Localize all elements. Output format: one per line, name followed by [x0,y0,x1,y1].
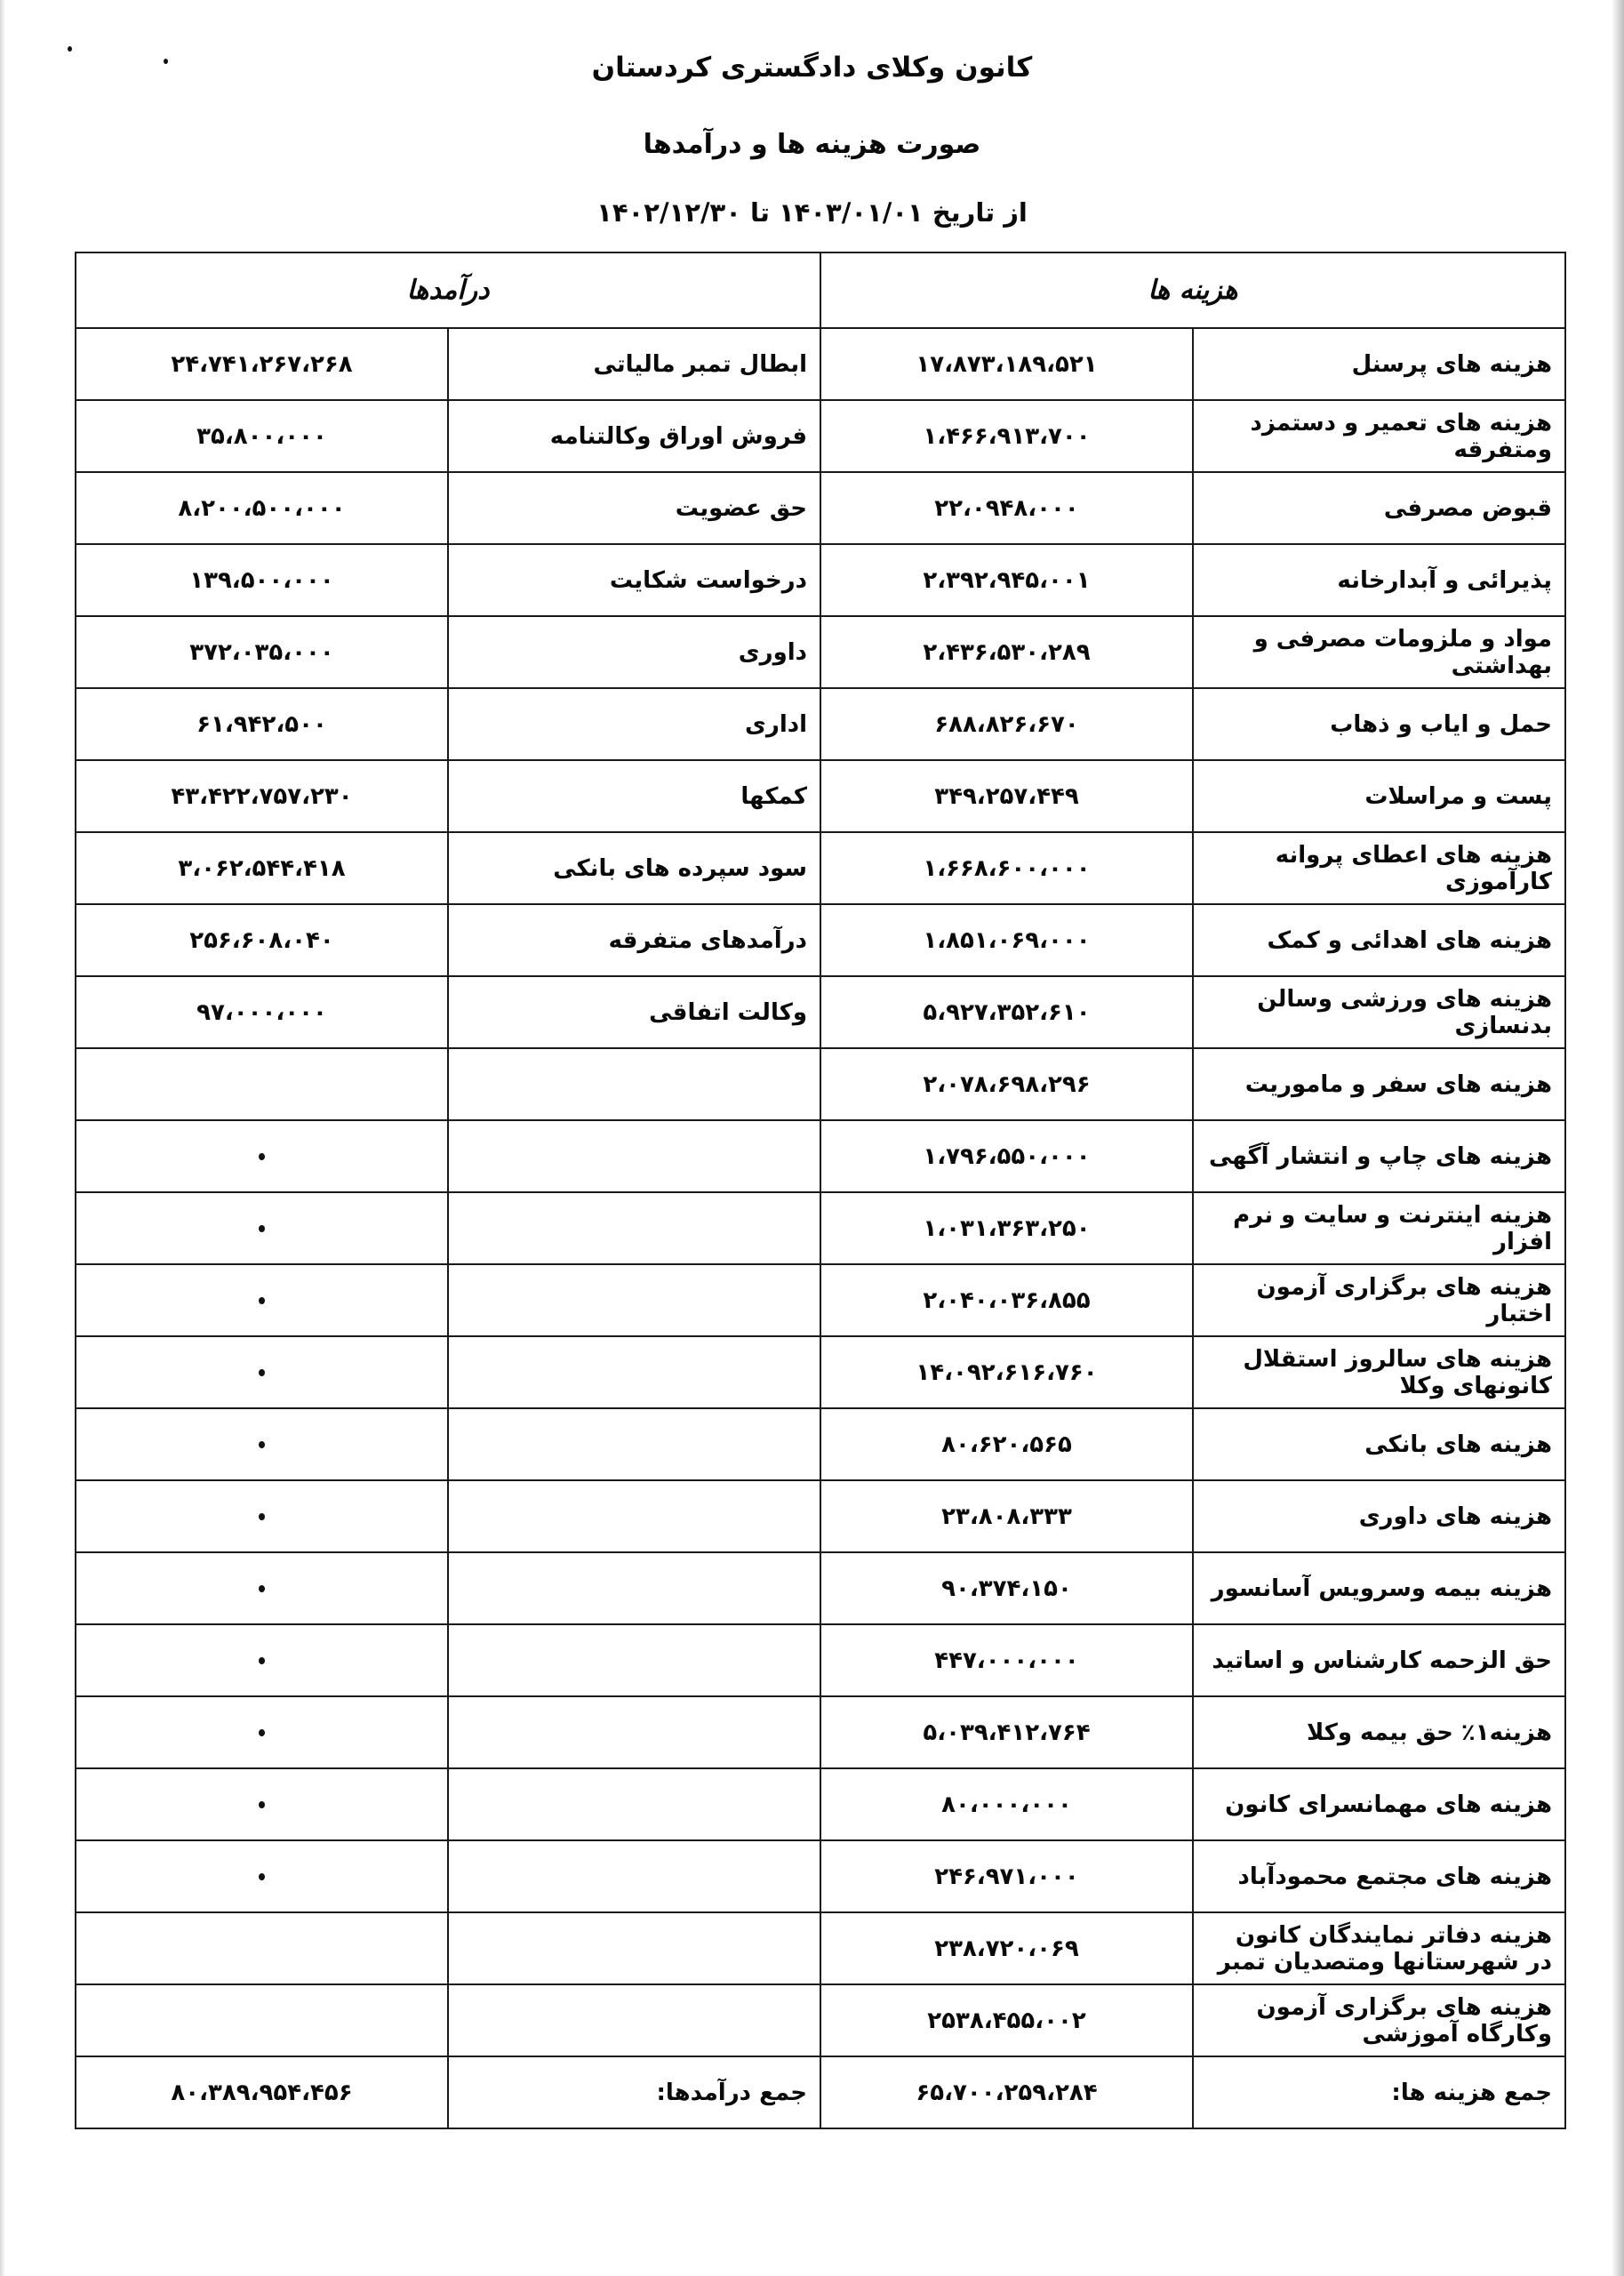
income-label: درآمدهای متفرقه [448,904,820,976]
expense-value: ۸۰،۰۰۰،۰۰۰ [820,1768,1193,1840]
statement-title: صورت هزینه ها و درآمدها [643,129,981,160]
table-row [76,688,1565,760]
income-value [76,1624,448,1696]
expense-label: مواد و ملزومات مصرفی و بهداشتی [1193,616,1565,688]
table-body [76,328,1565,2056]
income-value [76,1408,448,1480]
income-label: کمکها [448,760,820,832]
table-row [76,1840,1565,1912]
expense-label: قبوض مصرفی [1193,472,1565,544]
income-label: ابطال تمبر مالیاتی [448,328,820,400]
expense-value: ۱،۷۹۶،۵۵۰،۰۰۰ [820,1120,1193,1192]
table-row [76,1624,1565,1696]
table-row [76,1408,1565,1480]
expense-value: ۵،۰۳۹،۴۱۲،۷۶۴ [820,1696,1193,1768]
expense-value: ۲۲،۰۹۴۸،۰۰۰ [820,472,1193,544]
income-label [448,1552,820,1624]
expense-label: هزینه های سالروز استقلال کانونهای وکلا [1193,1336,1565,1408]
expense-label: هزینه های مجتمع محمودآباد [1193,1840,1565,1912]
scan-edge-left [0,0,5,2276]
income-value: ۳۵،۸۰۰،۰۰۰ [76,400,448,472]
expense-value: ۱،۶۶۸،۶۰۰،۰۰۰ [820,832,1193,904]
income-label [448,1048,820,1120]
expense-label: هزینه اینترنت و سایت و نرم افزار [1193,1192,1565,1264]
expense-label: هزینه های برگزاری آزمون اختبار [1193,1264,1565,1336]
expense-label: هزینه های مهمانسرای کانون [1193,1768,1565,1840]
zero-value-mark [259,1657,265,1664]
table-row [76,1048,1565,1120]
table-row [76,904,1565,976]
table-row [76,1984,1565,2056]
table-row [76,1264,1565,1336]
income-value [76,1552,448,1624]
expense-label: هزینه های بانکی [1193,1408,1565,1480]
income-label [448,1624,820,1696]
table-row [76,328,1565,400]
expense-value: ۸۰،۶۲۰،۵۶۵ [820,1408,1193,1480]
expense-value: ۱۷،۸۷۳،۱۸۹،۵۲۱ [820,328,1193,400]
table-row [76,1480,1565,1552]
expense-value: ۲۵۳۸،۴۵۵،۰۰۲ [820,1984,1193,2056]
expense-label: هزینه های پرسنل [1193,328,1565,400]
income-label: درخواست شکایت [448,544,820,616]
income-label [448,1912,820,1984]
income-label: فروش اوراق وکالتنامه [448,400,820,472]
table-row [76,1696,1565,1768]
expense-label: هزینه دفاتر نمایندگان کانون در شهرستانها ومتصدیان تمبر [1193,1912,1565,1984]
income-label [448,1984,820,2056]
income-value [76,1768,448,1840]
income-expense-table [75,252,1566,2129]
expense-label: هزینه های برگزاری آزمون وکارگاه آموزشی [1193,1984,1565,2056]
total-income-label: جمع درآمدها: [448,2056,820,2128]
table-row [76,1552,1565,1624]
income-label [448,1192,820,1264]
income-value [76,1912,448,1984]
table-row [76,472,1565,544]
income-value [76,1120,448,1192]
table-row [76,832,1565,904]
expense-value: ۵،۹۲۷،۳۵۲،۶۱۰ [820,976,1193,1048]
expense-label: پذیرائی و آبدارخانه [1193,544,1565,616]
expense-value: ۳۴۹،۲۵۷،۴۴۹ [820,760,1193,832]
expense-value: ۱۴،۰۹۲،۶۱۶،۷۶۰ [820,1336,1193,1408]
expense-label: هزینه های اهدائی و کمک [1193,904,1565,976]
total-expenses-value: ۶۵،۷۰۰،۲۵۹،۲۸۴ [820,2056,1193,2128]
expense-label: هزینه های اعطای پروانه کارآموزی [1193,832,1565,904]
table-row [76,1912,1565,1984]
expense-value: ۶۸۸،۸۲۶،۶۷۰ [820,688,1193,760]
income-label [448,1480,820,1552]
income-value: ۸،۲۰۰،۵۰۰،۰۰۰ [76,472,448,544]
expense-label: پست و مراسلات [1193,760,1565,832]
zero-value-mark [259,1369,265,1376]
expense-value: ۲۴۶،۹۷۱،۰۰۰ [820,1840,1193,1912]
expense-value: ۲،۴۳۶،۵۳۰،۲۸۹ [820,616,1193,688]
table-row [76,616,1565,688]
income-label: سود سپرده های بانکی [448,832,820,904]
income-label: وکالت اتفاقی [448,976,820,1048]
expense-label: حمل و ایاب و ذهاب [1193,688,1565,760]
zero-value-mark [259,1513,265,1520]
table-row [76,976,1565,1048]
scan-edge-right [1612,0,1624,2276]
statement-period: از تاریخ ۱۴۰۳/۰۱/۰۱ تا ۱۴۰۲/۱۲/۳۰ [596,197,1028,228]
income-value [76,1840,448,1912]
organization-title: کانون وکلای دادگستری کردستان [591,52,1033,84]
total-expenses-label: جمع هزینه ها: [1193,2056,1565,2128]
table-row [76,1120,1565,1192]
table-row [76,1336,1565,1408]
expense-value: ۲،۰۴۰،۰۳۶،۸۵۵ [820,1264,1193,1336]
zero-value-mark [259,1441,265,1448]
expense-value: ۱،۴۶۶،۹۱۳،۷۰۰ [820,400,1193,472]
income-value: ۱۳۹،۵۰۰،۰۰۰ [76,544,448,616]
income-label: حق عضویت [448,472,820,544]
expense-value: ۱،۰۳۱،۳۶۳،۲۵۰ [820,1192,1193,1264]
income-value [76,1696,448,1768]
income-value: ۳۷۲،۰۳۵،۰۰۰ [76,616,448,688]
income-label [448,1408,820,1480]
expense-label: هزینه های ورزشی وسالن بدنسازی [1193,976,1565,1048]
income-label [448,1840,820,1912]
income-value [76,1048,448,1120]
expense-value: ۲،۳۹۲،۹۴۵،۰۰۱ [820,544,1193,616]
zero-value-mark [259,1585,265,1592]
expenses-header: هزینه ها [820,252,1565,328]
income-value [76,1480,448,1552]
zero-value-mark [259,1225,265,1232]
totals-row [76,2056,1565,2128]
income-value: ۴۳،۴۲۲،۷۵۷،۲۳۰ [76,760,448,832]
expense-value: ۲۳،۸۰۸،۳۳۳ [820,1480,1193,1552]
zero-value-mark [259,1729,265,1736]
table-row [76,1768,1565,1840]
expense-value: ۱،۸۵۱،۰۶۹،۰۰۰ [820,904,1193,976]
income-value: ۹۷،۰۰۰،۰۰۰ [76,976,448,1048]
income-value: ۲۴،۷۴۱،۲۶۷،۲۶۸ [76,328,448,400]
zero-value-mark [259,1873,265,1880]
table-row [76,400,1565,472]
table-row [76,1192,1565,1264]
expense-value: ۴۴۷،۰۰۰،۰۰۰ [820,1624,1193,1696]
zero-value-mark [259,1297,265,1304]
expense-value: ۹۰،۳۷۴،۱۵۰ [820,1552,1193,1624]
income-header: درآمدها [76,252,820,328]
expense-label: هزینه های سفر و ماموریت [1193,1048,1565,1120]
expense-label: هزینه های چاپ و انتشار آگهی [1193,1120,1565,1192]
income-value: ۳،۰۶۲،۵۴۴،۴۱۸ [76,832,448,904]
total-income-value: ۸۰،۳۸۹،۹۵۴،۴۵۶ [76,2056,448,2128]
income-label [448,1264,820,1336]
table-header-row [76,252,1565,328]
income-label [448,1336,820,1408]
expense-label: هزینه های داوری [1193,1480,1565,1552]
income-value [76,1192,448,1264]
table-row [76,544,1565,616]
income-label: اداری [448,688,820,760]
income-label [448,1120,820,1192]
zero-value-mark [259,1153,265,1160]
expense-value: ۲،۰۷۸،۶۹۸،۲۹۶ [820,1048,1193,1120]
income-label: داوری [448,616,820,688]
expense-label: هزینه بیمه وسرویس آسانسور [1193,1552,1565,1624]
table-row [76,760,1565,832]
income-value [76,1984,448,2056]
expense-label: هزینه۱٪ حق بیمه وکلا [1193,1696,1565,1768]
income-label [448,1696,820,1768]
expense-label: هزینه های تعمیر و دستمزد ومتفرقه [1193,400,1565,472]
expense-value: ۲۳۸،۷۲۰،۰۶۹ [820,1912,1193,1984]
income-value: ۶۱،۹۴۲،۵۰۰ [76,688,448,760]
income-label [448,1768,820,1840]
expense-label: حق الزحمه کارشناس و اساتید [1193,1624,1565,1696]
income-value: ۲۵۶،۶۰۸،۰۴۰ [76,904,448,976]
income-value [76,1264,448,1336]
zero-value-mark [259,1801,265,1808]
income-value [76,1336,448,1408]
